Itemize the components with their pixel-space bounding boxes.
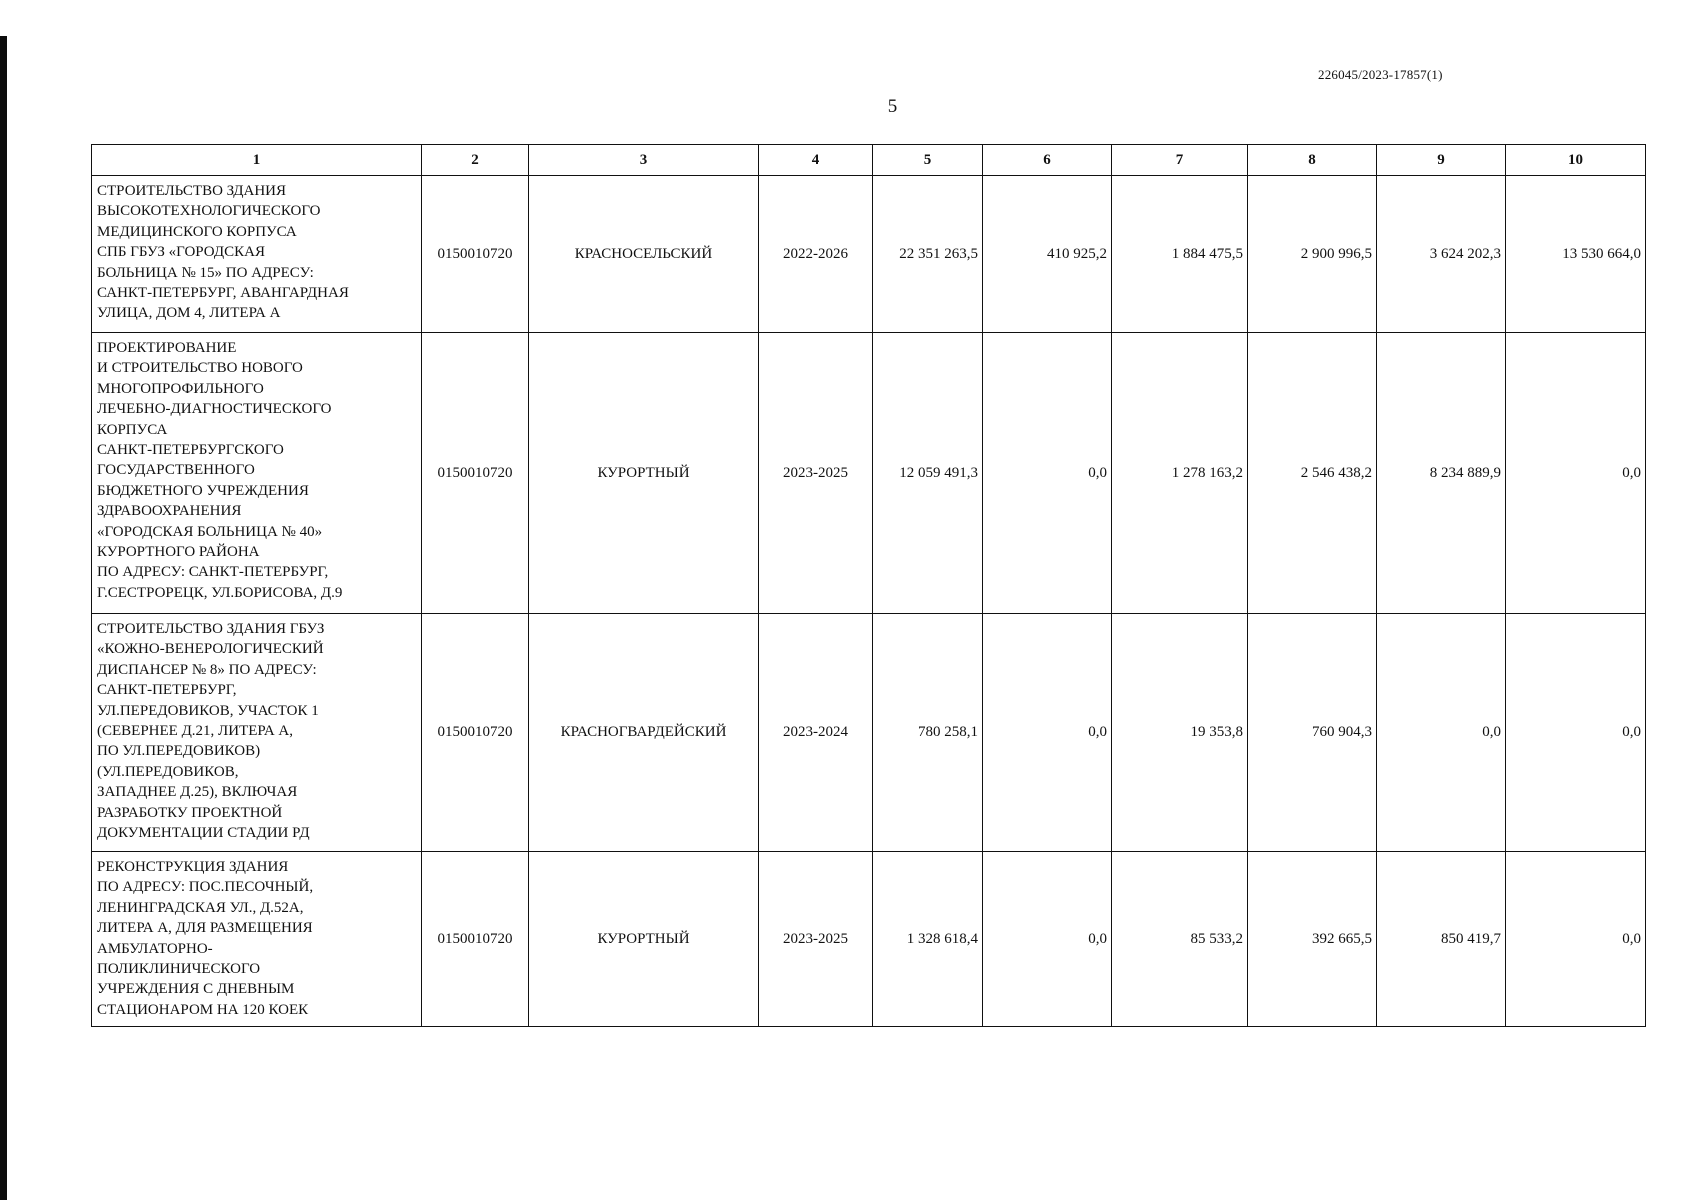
district: КРАСНОГВАРДЕЙСКИЙ [529, 614, 759, 852]
amount-col-6: 0,0 [983, 333, 1112, 614]
object-name: СТРОИТЕЛЬСТВО ЗДАНИЯ ВЫСОКОТЕХНОЛОГИЧЕСКОГО МЕДИЦИНСКОГО КОРПУСА СПБ ГБУЗ «ГОРОДСКАЯ БОЛЬНИЦА № 15» ПО АДРЕСУ: САНКТ-ПЕТЕРБУРГ, АВАНГАРДНАЯ УЛИЦА, ДОМ 4, ЛИТЕРА А [92, 176, 422, 333]
page-number: 5 [887, 96, 898, 117]
column-header-3: 3 [529, 145, 759, 176]
total-amount: 12 059 491,3 [873, 333, 983, 614]
column-header-8: 8 [1248, 145, 1377, 176]
amount-col-7: 85 533,2 [1112, 852, 1248, 1027]
budget-code: 0150010720 [422, 852, 529, 1027]
amount-col-8: 760 904,3 [1248, 614, 1377, 852]
investment-table [91, 144, 1646, 1027]
document-number: 226045/2023-17857(1) [1318, 67, 1443, 82]
period: 2023-2024 [759, 614, 873, 852]
amount-col-8: 2 900 996,5 [1248, 176, 1377, 333]
total-amount: 1 328 618,4 [873, 852, 983, 1027]
district: КУРОРТНЫЙ [529, 333, 759, 614]
district: КРАСНОСЕЛЬСКИЙ [529, 176, 759, 333]
amount-col-7: 1 884 475,5 [1112, 176, 1248, 333]
column-header-9: 9 [1377, 145, 1506, 176]
amount-col-8: 392 665,5 [1248, 852, 1377, 1027]
amount-col-6: 0,0 [983, 852, 1112, 1027]
period: 2023-2025 [759, 852, 873, 1027]
district: КУРОРТНЫЙ [529, 852, 759, 1027]
period: 2023-2025 [759, 333, 873, 614]
column-header-2: 2 [422, 145, 529, 176]
amount-col-10: 0,0 [1506, 614, 1646, 852]
table-row [92, 852, 1646, 1027]
header-row [92, 145, 1646, 176]
amount-col-8: 2 546 438,2 [1248, 333, 1377, 614]
column-header-4: 4 [759, 145, 873, 176]
column-header-10: 10 [1506, 145, 1646, 176]
amount-col-7: 1 278 163,2 [1112, 333, 1248, 614]
budget-code: 0150010720 [422, 176, 529, 333]
amount-col-9: 850 419,7 [1377, 852, 1506, 1027]
amount-col-9: 0,0 [1377, 614, 1506, 852]
total-amount: 780 258,1 [873, 614, 983, 852]
amount-col-10: 0,0 [1506, 852, 1646, 1027]
amount-col-10: 13 530 664,0 [1506, 176, 1646, 333]
table-row [92, 176, 1646, 333]
budget-code: 0150010720 [422, 614, 529, 852]
budget-code: 0150010720 [422, 333, 529, 614]
object-name: СТРОИТЕЛЬСТВО ЗДАНИЯ ГБУЗ «КОЖНО-ВЕНЕРОЛОГИЧЕСКИЙ ДИСПАНСЕР № 8» ПО АДРЕСУ: САНКТ-ПЕТЕРБУРГ, УЛ.ПЕРЕДОВИКОВ, УЧАСТОК 1 (СЕВЕРНЕЕ Д.21, ЛИТЕРА А, ПО УЛ.ПЕРЕДОВИКОВ) (УЛ.ПЕРЕДОВИКОВ, ЗАПАДНЕЕ Д.25), ВКЛЮЧАЯ РАЗРАБОТКУ ПРОЕКТНОЙ ДОКУМЕНТАЦИИ СТАДИИ РД [92, 614, 422, 852]
object-name: ПРОЕКТИРОВАНИЕ И СТРОИТЕЛЬСТВО НОВОГО МНОГОПРОФИЛЬНОГО ЛЕЧЕБНО-ДИАГНОСТИЧЕСКОГО КОРПУСА САНКТ-ПЕТЕРБУРГСКОГО ГОСУДАРСТВЕННОГО БЮДЖЕТНОГО УЧРЕЖДЕНИЯ ЗДРАВООХРАНЕНИЯ «ГОРОДСКАЯ БОЛЬНИЦА № 40» КУРОРТНОГО РАЙОНА ПО АДРЕСУ: САНКТ-ПЕТЕРБУРГ, Г.СЕСТРОРЕЦК, УЛ.БОРИСОВА, Д.9 [92, 333, 422, 614]
column-header-7: 7 [1112, 145, 1248, 176]
table-row [92, 614, 1646, 852]
column-header-5: 5 [873, 145, 983, 176]
amount-col-9: 3 624 202,3 [1377, 176, 1506, 333]
scan-edge [0, 36, 7, 1200]
column-header-1: 1 [92, 145, 422, 176]
object-name: РЕКОНСТРУКЦИЯ ЗДАНИЯ ПО АДРЕСУ: ПОС.ПЕСОЧНЫЙ, ЛЕНИНГРАДСКАЯ УЛ., Д.52А, ЛИТЕРА А, ДЛЯ РАЗМЕЩЕНИЯ АМБУЛАТОРНО- ПОЛИКЛИНИЧЕСКОГО УЧРЕЖДЕНИЯ С ДНЕВНЫМ СТАЦИОНАРОМ НА 120 КОЕК [92, 852, 422, 1027]
column-header-6: 6 [983, 145, 1112, 176]
amount-col-10: 0,0 [1506, 333, 1646, 614]
total-amount: 22 351 263,5 [873, 176, 983, 333]
amount-col-6: 0,0 [983, 614, 1112, 852]
table-row [92, 333, 1646, 614]
amount-col-6: 410 925,2 [983, 176, 1112, 333]
amount-col-7: 19 353,8 [1112, 614, 1248, 852]
period: 2022-2026 [759, 176, 873, 333]
amount-col-9: 8 234 889,9 [1377, 333, 1506, 614]
